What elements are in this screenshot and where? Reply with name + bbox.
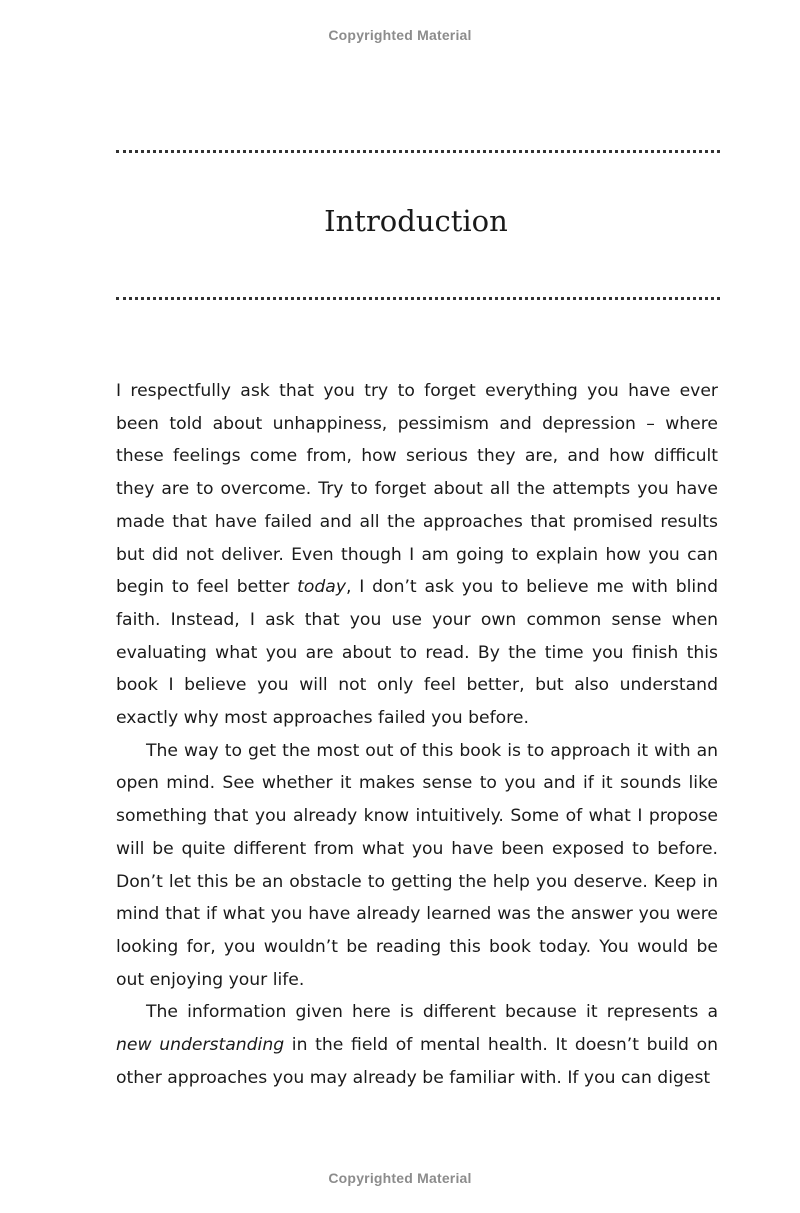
paragraph-3 — [116, 996, 718, 1094]
copyright-watermark-bottom: Copyrighted Material — [328, 1170, 472, 1186]
chapter-title: Introduction — [324, 204, 508, 238]
paragraph-2: The way to get the most out of this book is to approach it with an open mind. See whether it makes sense to you and if it sounds like something that you already know intuitively. Some of what I propose will be quite different from what you have been exposed to before. Don’t let this be an obstacle to getting the help you deserve. Keep in mind that if what you have already learned was the answer you were looking for, you wouldn’t be reading this book today. You would be out enjoying your life. — [116, 740, 718, 990]
paragraph-3-text-b: in the field of mental health. It doesn’t build on other approaches you may already be familiar with. If you can digest — [116, 1035, 718, 1088]
paragraph-1-emphasis: today — [297, 577, 346, 598]
paragraph-1 — [116, 375, 718, 735]
paragraph-3-emphasis: new understanding — [116, 1035, 285, 1056]
chapter-body — [116, 375, 718, 1094]
paragraph-3-text-a: The information given here is different because it represents a — [146, 1002, 718, 1023]
copyright-watermark-top: Copyrighted Material — [328, 27, 472, 43]
dotted-rule-top — [116, 150, 720, 153]
paragraph-1-text-a: I respectfully ask that you try to forget everything you have ever been told about unhappiness, pessimism and depression – where these feelings come from, how serious they are, and how difficult they are to overcome. Try to forget about all the attempts you have made that have failed and all the approaches that promised results but did not deliver. Even though I am going to explain how you can begin to feel better — [116, 381, 718, 598]
paragraph-1-text-b: , I don’t ask you to believe me with blind faith. Instead, I ask that you use your own common sense when evaluating what you are about to read. By the time you finish this book I believe you will not only feel better, but also understand exactly why most approaches failed you before. — [116, 577, 718, 729]
dotted-rule-bottom — [116, 297, 720, 300]
